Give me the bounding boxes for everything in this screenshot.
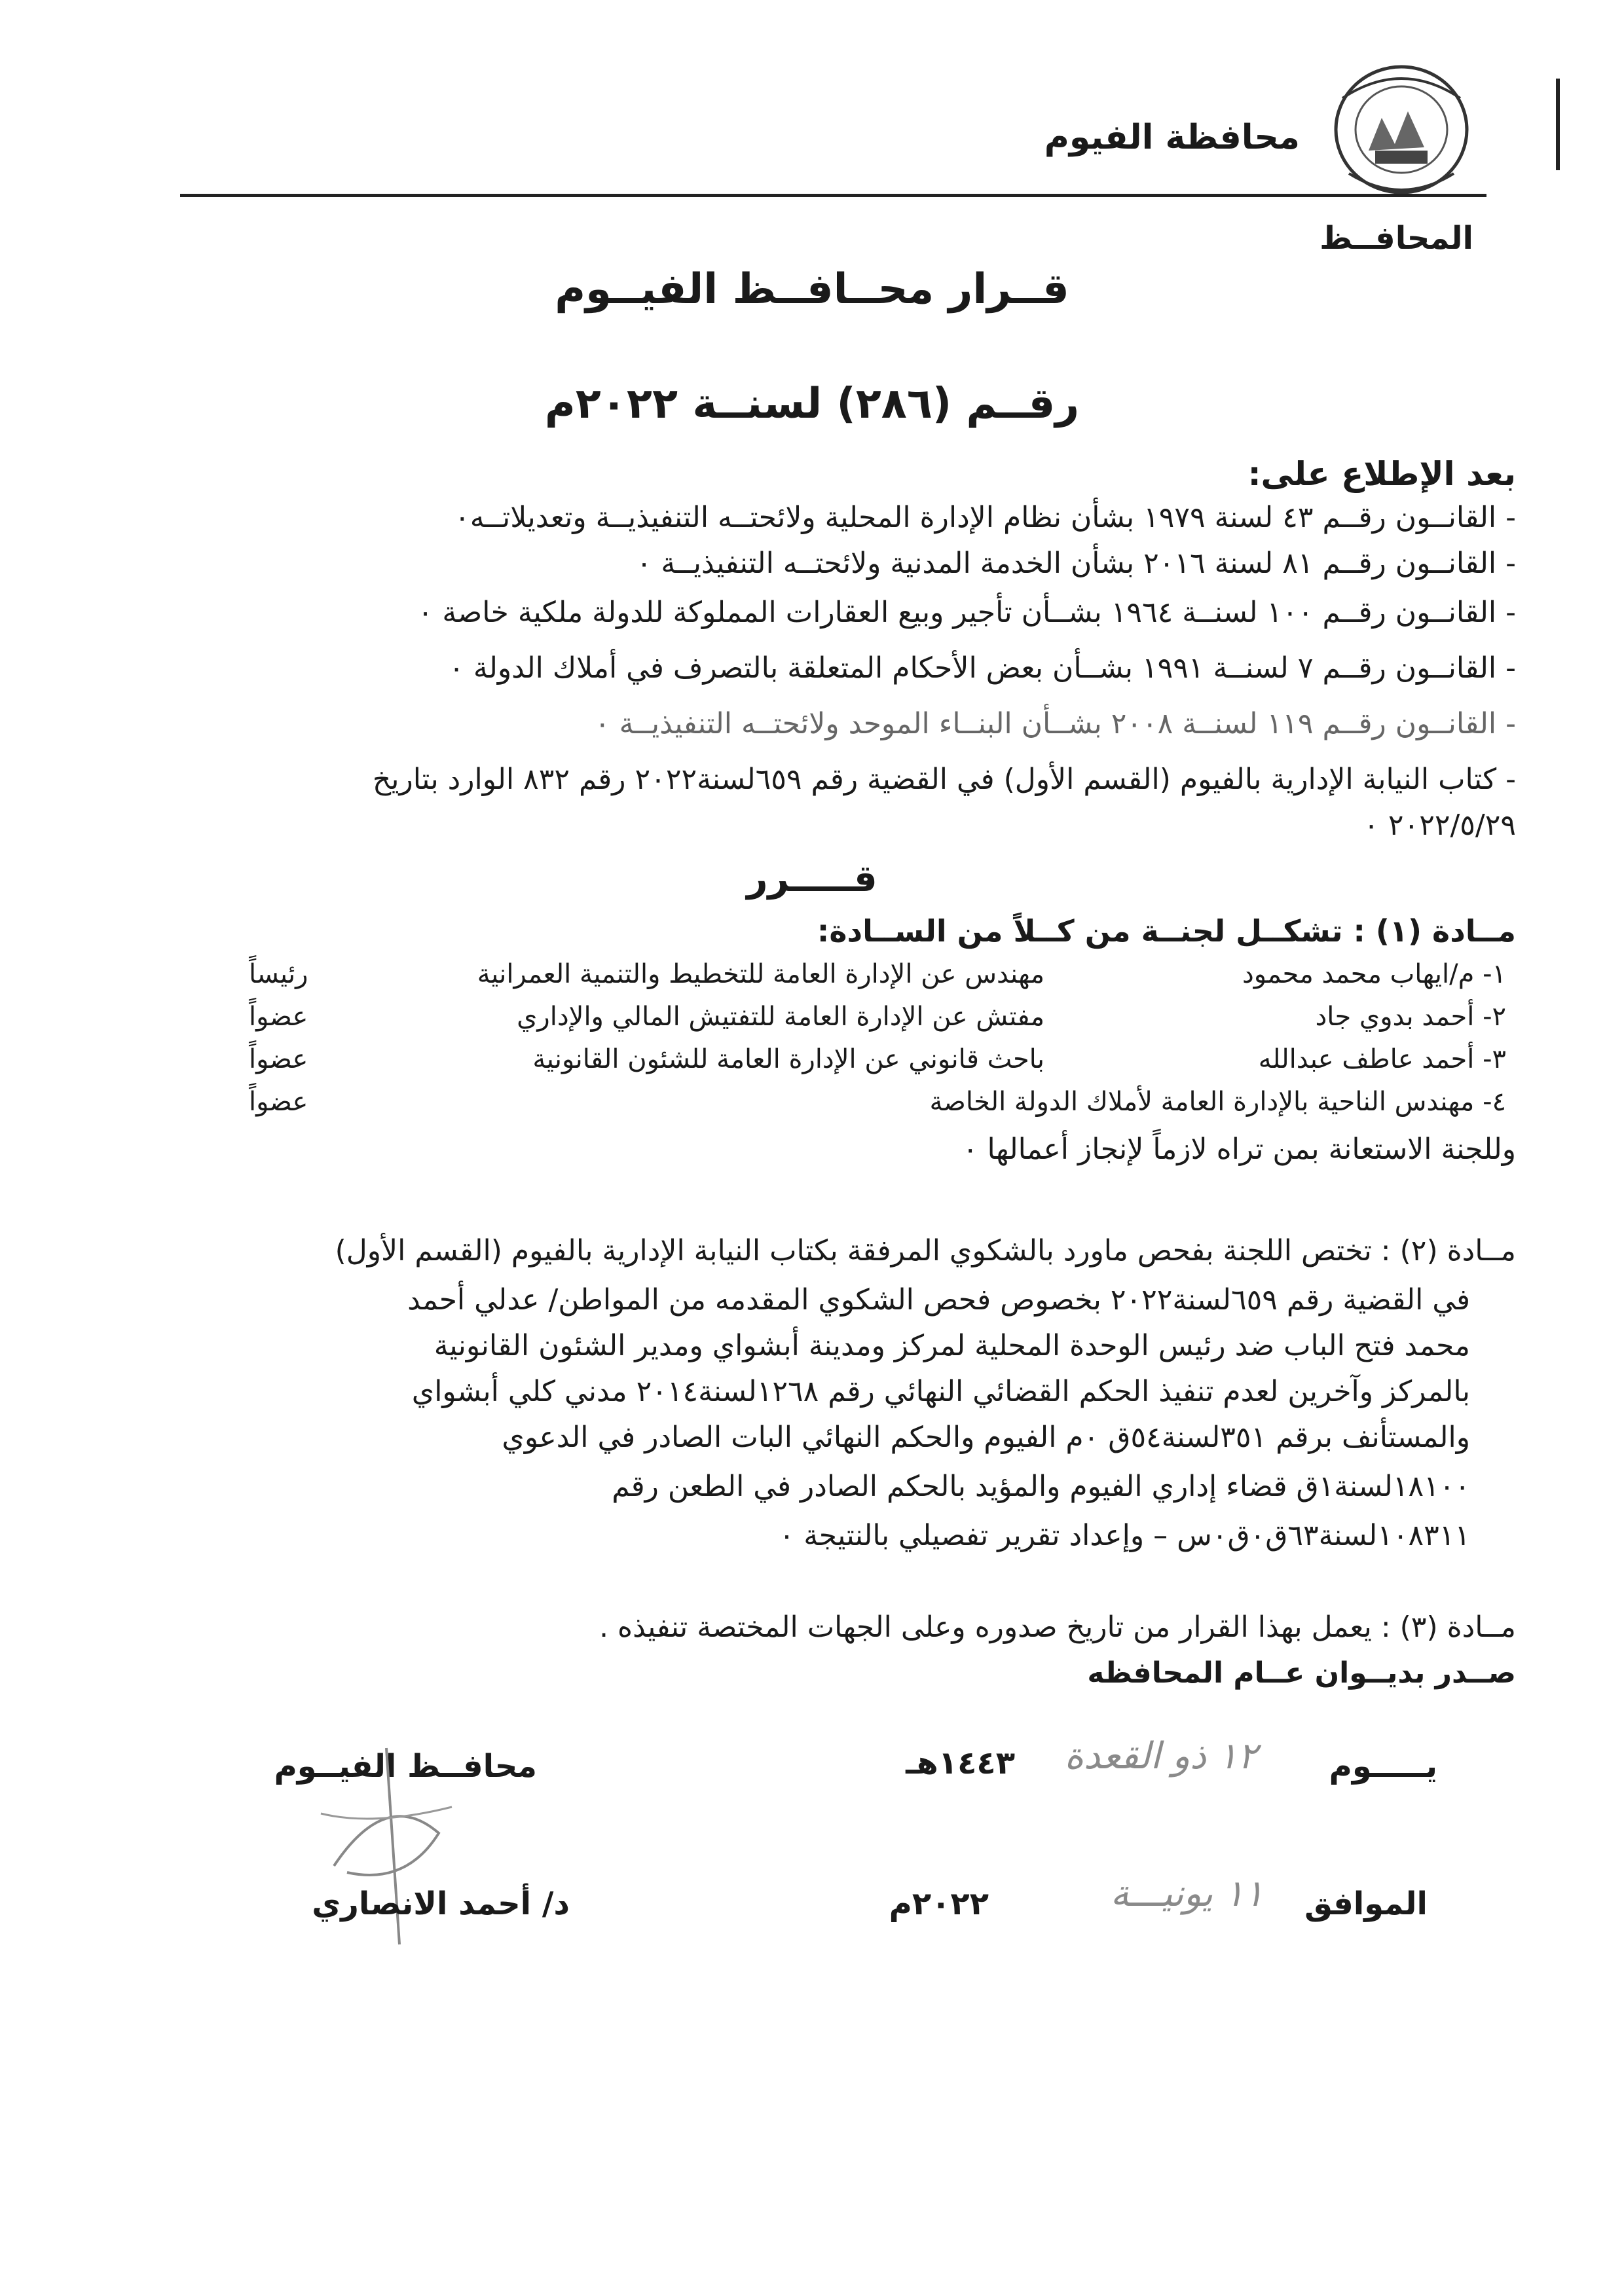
issued-statement: صــدر بديــوان عــام المحافظه — [1087, 1656, 1516, 1690]
member-name: ٣- أحمد عاطف عبدالله — [1258, 1044, 1506, 1074]
preamble-heading: بعد الإطلاع على: — [1247, 455, 1516, 493]
header-divider — [180, 194, 1486, 197]
preamble-item: - القانــون رقــم ٨١ لسنة ٢٠١٦ بشأن الخدمة المدنية ولائحتــه التنفيذيــة ٠ — [636, 547, 1516, 580]
hijri-year: ١٤٤٣هـ — [906, 1745, 1015, 1781]
governor-title: محافــظ الفيــوم — [274, 1748, 537, 1785]
decides-heading: قـــــرر — [747, 858, 877, 900]
margin-mark — [1556, 79, 1560, 170]
hijri-date-handwritten: ١٢ ذو القعدة — [1064, 1735, 1257, 1777]
preamble-item: - القانــون رقــم ١٠٠ لسنــة ١٩٦٤ بشــأن تأجير وبيع العقارات المملوكة للدولة ملكية خاصة ٠ — [417, 596, 1516, 629]
department-label: المحافــظ — [1320, 220, 1473, 257]
article-2-line: ١٨١٠٠لسنة١ق قضاء إداري الفيوم والمؤيد بالحكم الصادر في الطعن رقم — [612, 1470, 1470, 1503]
preamble-item-date: ٢٠٢٢/٥/٢٩ ٠ — [1363, 809, 1516, 842]
preamble-item: - كتاب النيابة الإدارية بالفيوم (القسم الأول) في القضية رقم ٦٥٩لسنة٢٠٢٢ رقم ٨٣٢ الوارد بتاريخ — [372, 763, 1516, 796]
member-position: عضواً — [249, 1087, 308, 1117]
preamble-item: - القانــون رقــم ١١٩ لسنــة ٢٠٠٨ بشــأن البنــاء الموحد ولائحتــه التنفيذيــة ٠ — [594, 707, 1516, 740]
member-role: مفتش عن الإدارة العامة للتفتيش المالي والإداري — [517, 1002, 1044, 1032]
article-1-note: وللجنة الاستعانة بمن تراه لازماً لإنجاز أعمالها ٠ — [962, 1133, 1516, 1166]
member-position: عضواً — [249, 1044, 308, 1074]
preamble-item: - القانــون رقــم ٤٣ لسنة ١٩٧٩ بشأن نظام الإدارة المحلية ولائحتــه التنفيذيــة وتعديلاتــه٠ — [454, 501, 1516, 534]
article-2-line: في القضية رقم ٦٥٩لسنة٢٠٢٢ بخصوص فحص الشكوي المقدمه من المواطن/ عدلي أحمد — [407, 1283, 1470, 1317]
day-label: يـــــوم — [1329, 1748, 1437, 1785]
gregorian-year: ٢٠٢٢م — [889, 1886, 989, 1922]
corresponding-label: الموافق — [1304, 1886, 1428, 1922]
article-2-first-line: مــادة (٢) : تختص اللجنة بفحص ماورد بالشكوي المرفقة بكتاب النيابة الإدارية بالفيوم (القسم الأول) — [335, 1234, 1516, 1267]
article-2-line: ١٠٨٣١١لسنة٦٣ق٠ق٠س – وإعداد تقرير تفصيلي بالنتيجة ٠ — [779, 1519, 1470, 1552]
article-3-text: مــادة (٣) : يعمل بهذا القرار من تاريخ صدوره وعلى الجهات المختصة تنفيذه . — [599, 1611, 1516, 1644]
governorate-logo — [1329, 59, 1473, 200]
governor-name: د/ أحمد الانصاري — [312, 1886, 570, 1922]
article-1-heading: مــادة (١) : تشكــل لجنــة من كــلاً من الســادة: — [817, 913, 1516, 949]
preamble-item: - القانــون رقــم ٧ لسنــة ١٩٩١ بشــأن بعض الأحكام المتعلقة بالتصرف في أملاك الدولة ٠ — [449, 651, 1516, 685]
article-2-line: بالمركز وآخرين لعدم تنفيذ الحكم القضائي النهائي رقم ١٢٦٨لسنة٢٠١٤ مدني كلي أبشواي — [411, 1375, 1470, 1408]
member-role: باحث قانوني عن الإدارة العامة للشئون القانونية — [532, 1044, 1044, 1074]
member-name: ٢- أحمد بدوي جاد — [1315, 1002, 1506, 1032]
organization-name: محافظة الفيوم — [1044, 118, 1300, 157]
article-2-line: محمد فتح الباب ضد رئيس الوحدة المحلية لمركز ومدينة أبشواي ومدير الشئون القانونية — [434, 1329, 1470, 1362]
member-name: ١- م/ايهاب محمد محمود — [1242, 959, 1506, 989]
gregorian-date-handwritten: ١١ يونيـــة — [1110, 1872, 1264, 1915]
member-role: مهندس عن الإدارة العامة للتخطيط والتنمية العمرانية — [477, 959, 1044, 989]
member-position: عضواً — [249, 1002, 308, 1032]
member-position: رئيساً — [249, 959, 308, 989]
member-name: ٤- مهندس الناحية بالإدارة العامة لأملاك الدولة الخاصة — [929, 1087, 1506, 1117]
article-2-line: والمستأنف برقم ٣٥١لسنة٥٤ق ٠م الفيوم والحكم النهائي البات الصادر في الدعوي — [502, 1421, 1470, 1454]
decree-title: قــرار محــافــظ الفيــوم — [555, 265, 1069, 314]
decree-number: رقــم (٢٨٦) لسنــة ٢٠٢٢م — [544, 380, 1080, 428]
